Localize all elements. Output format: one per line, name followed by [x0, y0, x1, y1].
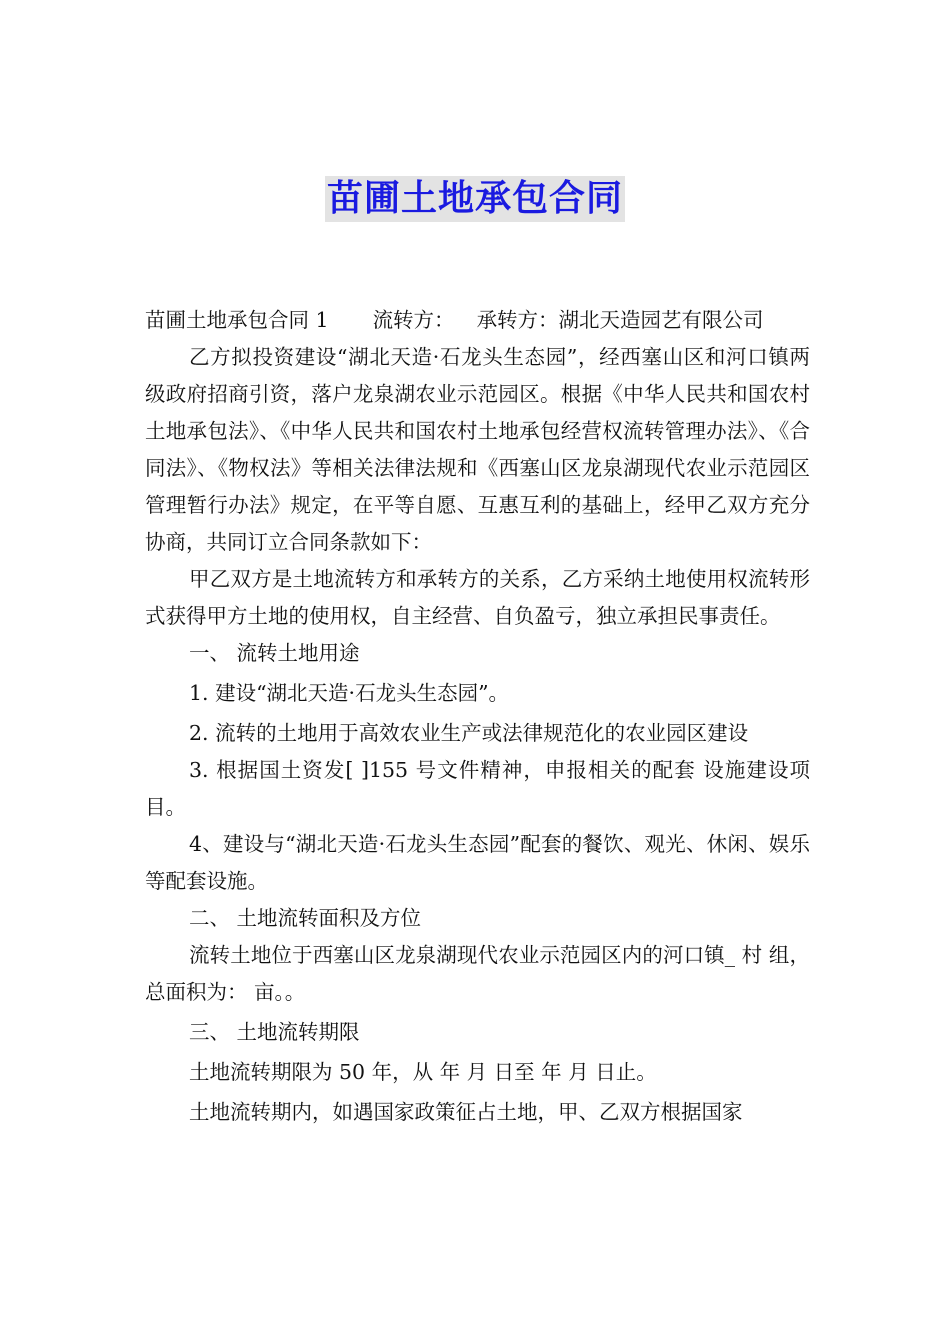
clause-1-3: 3. 根据国土资发[ ]155 号文件精神，申报相关的配套 设施建设项目。	[145, 758, 810, 819]
clause-1-1: 1. 建设“湖北天造·石龙头生态园”。	[189, 681, 510, 705]
clause-3-2: 土地流转期内，如遇国家政策征占土地，甲、乙双方根据国家	[189, 1100, 743, 1124]
clause-3-1: 土地流转期限为 50 年，从 年 月 日至 年 月 日止。	[189, 1060, 657, 1084]
contract-header-line	[145, 302, 810, 339]
transferor-label: 流转方：	[372, 308, 455, 332]
clause-1-2: 2. 流转的土地用于高效农业生产或法律规范化的农业园区建设	[189, 721, 749, 745]
title-container	[0, 176, 950, 222]
clause-2-1: 流转土地位于西塞山区龙泉湖现代农业示范园区内的河口镇_ 村 组，总面积为： 亩。。	[145, 943, 810, 1004]
clause-1-4: 4、建设与“湖北天造·石龙头生态园”配套的餐饮、观光、休闲、娱乐等配套设施。	[145, 832, 810, 893]
transferee-label: 承转方：湖北天造园艺有限公司	[476, 308, 764, 332]
section-heading-1: 一、 流转土地用途	[189, 641, 360, 665]
section-heading-3: 三、 土地流转期限	[189, 1020, 360, 1044]
document-body	[145, 302, 810, 1131]
paragraph-preamble: 乙方拟投资建设“湖北天造·石龙头生态园”，经西塞山区和河口镇两级政府招商引资，落户龙泉湖农业示范园区。根据《中华人民共和国农村土地承包法》、《中华人民共和国农村土地承包经营权流转管理办法》、《合同法》、《物权法》等相关法律法规和《西塞山区龙泉湖现代农业示范园区管理暂行办法》规定，在平等自愿、互惠互利的基础上，经甲乙双方充分协商，共同订立合同条款如下：	[145, 345, 810, 554]
section-heading-2: 二、 土地流转面积及方位	[189, 906, 422, 930]
paragraph-relationship: 甲乙双方是土地流转方和承转方的关系，乙方采纳土地使用权流转形式获得甲方土地的使用权，自主经营、自负盈亏，独立承担民事责任。	[145, 567, 810, 628]
document-title: 苗圃土地承包合同	[325, 176, 625, 222]
contract-heading: 苗圃土地承包合同 1	[145, 308, 329, 332]
